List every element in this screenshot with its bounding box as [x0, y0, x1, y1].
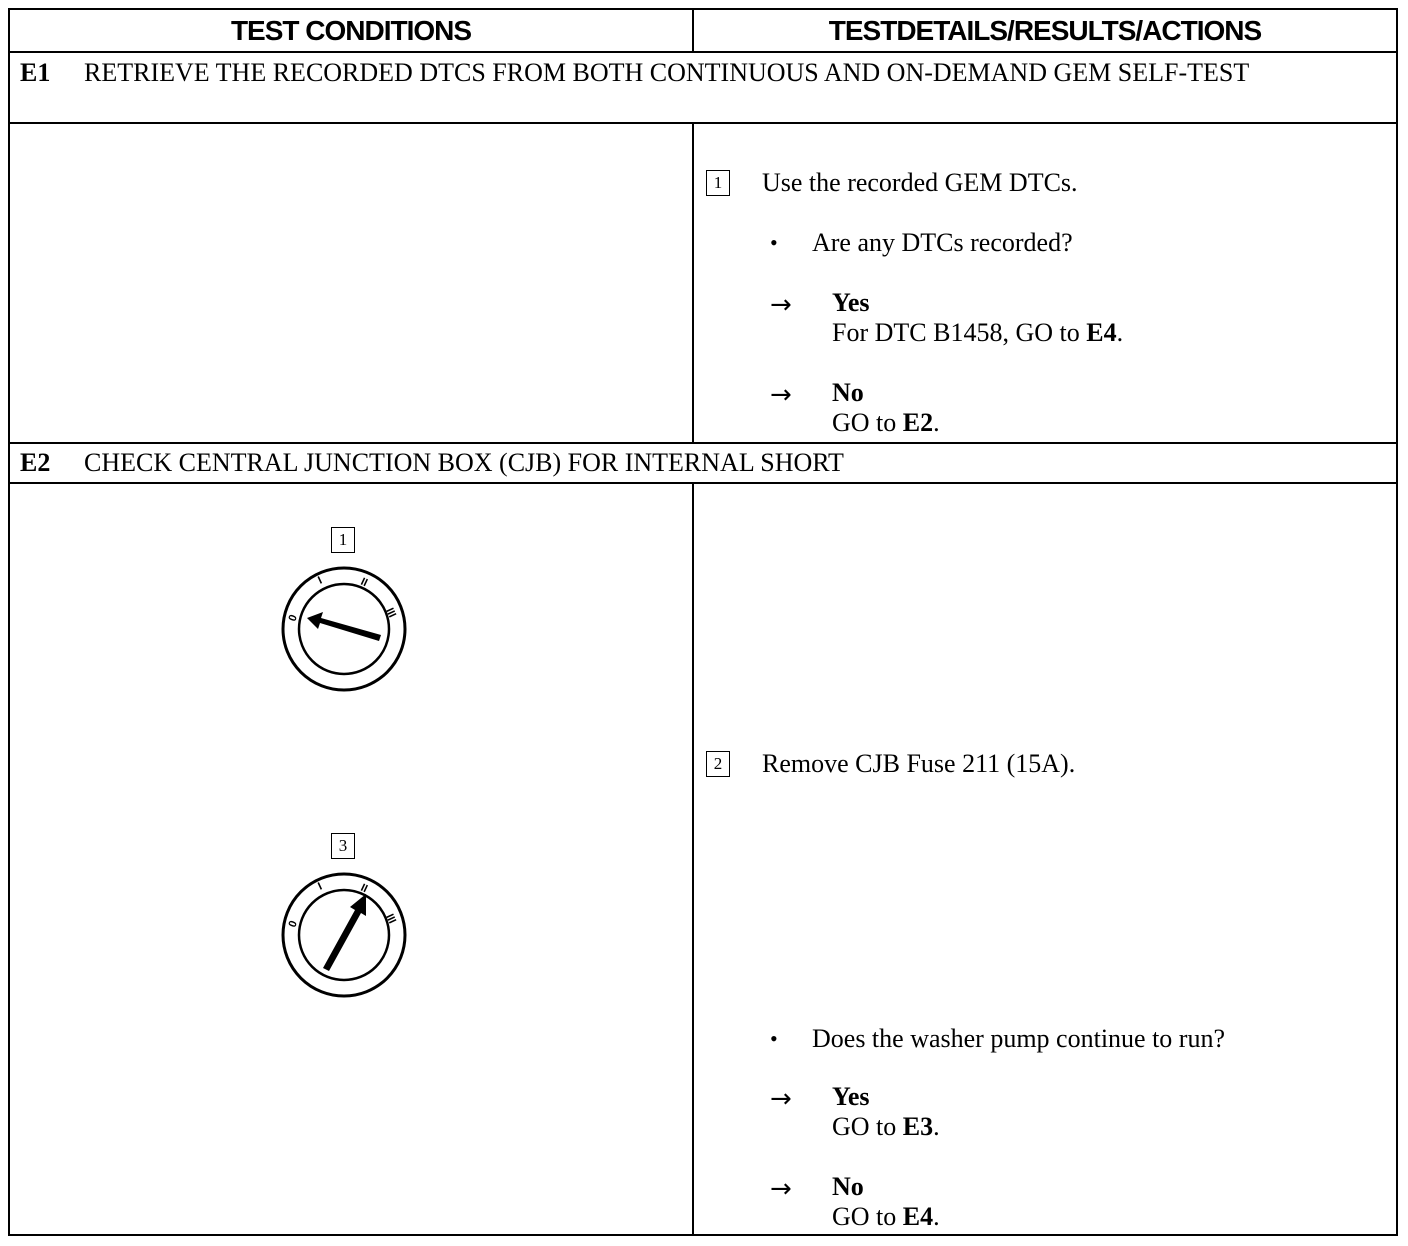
no-ref: E4 [902, 1202, 934, 1231]
yes-suffix: . [1116, 318, 1124, 347]
e1-title-divider [8, 122, 1398, 124]
e2-title-bottom-divider [8, 482, 1398, 484]
step-text: Remove CJB Fuse 211 (15A). [762, 749, 1076, 778]
section-id: E1 [20, 58, 51, 87]
yes-action-text: For DTC B1458, GO to [832, 318, 1087, 347]
yes-action [832, 1112, 940, 1142]
arrow-icon: → [770, 290, 792, 320]
no-action-text: GO to [832, 1202, 903, 1231]
bullet: • [770, 230, 778, 255]
dial-label: II [358, 575, 370, 590]
dial-label: I [316, 880, 325, 893]
yes-suffix: . [933, 1112, 940, 1141]
no-action-text: GO to [832, 408, 903, 437]
figure-number-box: 3 [331, 833, 355, 859]
dial-label: III [383, 606, 399, 620]
ignition-switch-run-icon [278, 872, 410, 998]
ignition-switch-off-icon [278, 566, 410, 692]
yes-action-text: GO to [832, 1112, 903, 1141]
question-text: Are any DTCs recorded? [812, 228, 1073, 257]
yes-action [832, 318, 1123, 348]
e2-title-top-divider [8, 442, 1398, 444]
header-test-details: TESTDETAILS/RESULTS/ACTIONS [828, 15, 1262, 46]
no-action [832, 408, 940, 438]
step-number-box: 2 [706, 751, 730, 777]
yes-ref: E3 [902, 1112, 934, 1141]
no-action [832, 1202, 940, 1232]
dial-label: 0 [286, 613, 300, 624]
arrow-icon: → [770, 380, 792, 410]
column-divider-e1 [692, 122, 694, 444]
no-suffix: . [933, 408, 940, 437]
question-text: Does the washer pump continue to run? [812, 1024, 1226, 1053]
step-text: Use the recorded GEM DTCs. [762, 168, 1078, 197]
no-ref: E2 [902, 408, 934, 437]
no-label: No [832, 378, 864, 407]
section-title: RETRIEVE THE RECORDED DTCS FROM BOTH CONTINUOUS AND ON-DEMAND GEM SELF-TEST [84, 58, 1250, 87]
figure-number-box: 1 [331, 527, 355, 553]
header-test-conditions: TEST CONDITIONS [230, 15, 472, 46]
arrow-icon: → [770, 1174, 792, 1204]
table-border-right [1396, 8, 1398, 1236]
yes-label: Yes [832, 1082, 870, 1111]
yes-label: Yes [832, 288, 870, 317]
dial-label: III [383, 912, 399, 926]
dial-label: 0 [286, 919, 300, 930]
section-id: E2 [20, 448, 51, 477]
yes-ref: E4 [1086, 318, 1117, 347]
column-divider-e2 [692, 482, 694, 1236]
arrow-icon: → [770, 1084, 792, 1114]
table-border-top [8, 8, 1398, 10]
no-label: No [832, 1172, 864, 1201]
header-divider [8, 51, 1398, 53]
table-border-left [8, 8, 10, 1236]
dial-label: I [316, 574, 325, 587]
bullet: • [770, 1026, 778, 1051]
step-number-box: 1 [706, 170, 730, 196]
section-e2-heading [20, 448, 1390, 480]
dial-label: II [358, 881, 370, 896]
section-e1-heading [20, 58, 1390, 120]
no-suffix: . [933, 1202, 940, 1231]
section-title: CHECK CENTRAL JUNCTION BOX (CJB) FOR INTERNAL SHORT [84, 448, 844, 477]
table-border-bottom [8, 1234, 1398, 1236]
